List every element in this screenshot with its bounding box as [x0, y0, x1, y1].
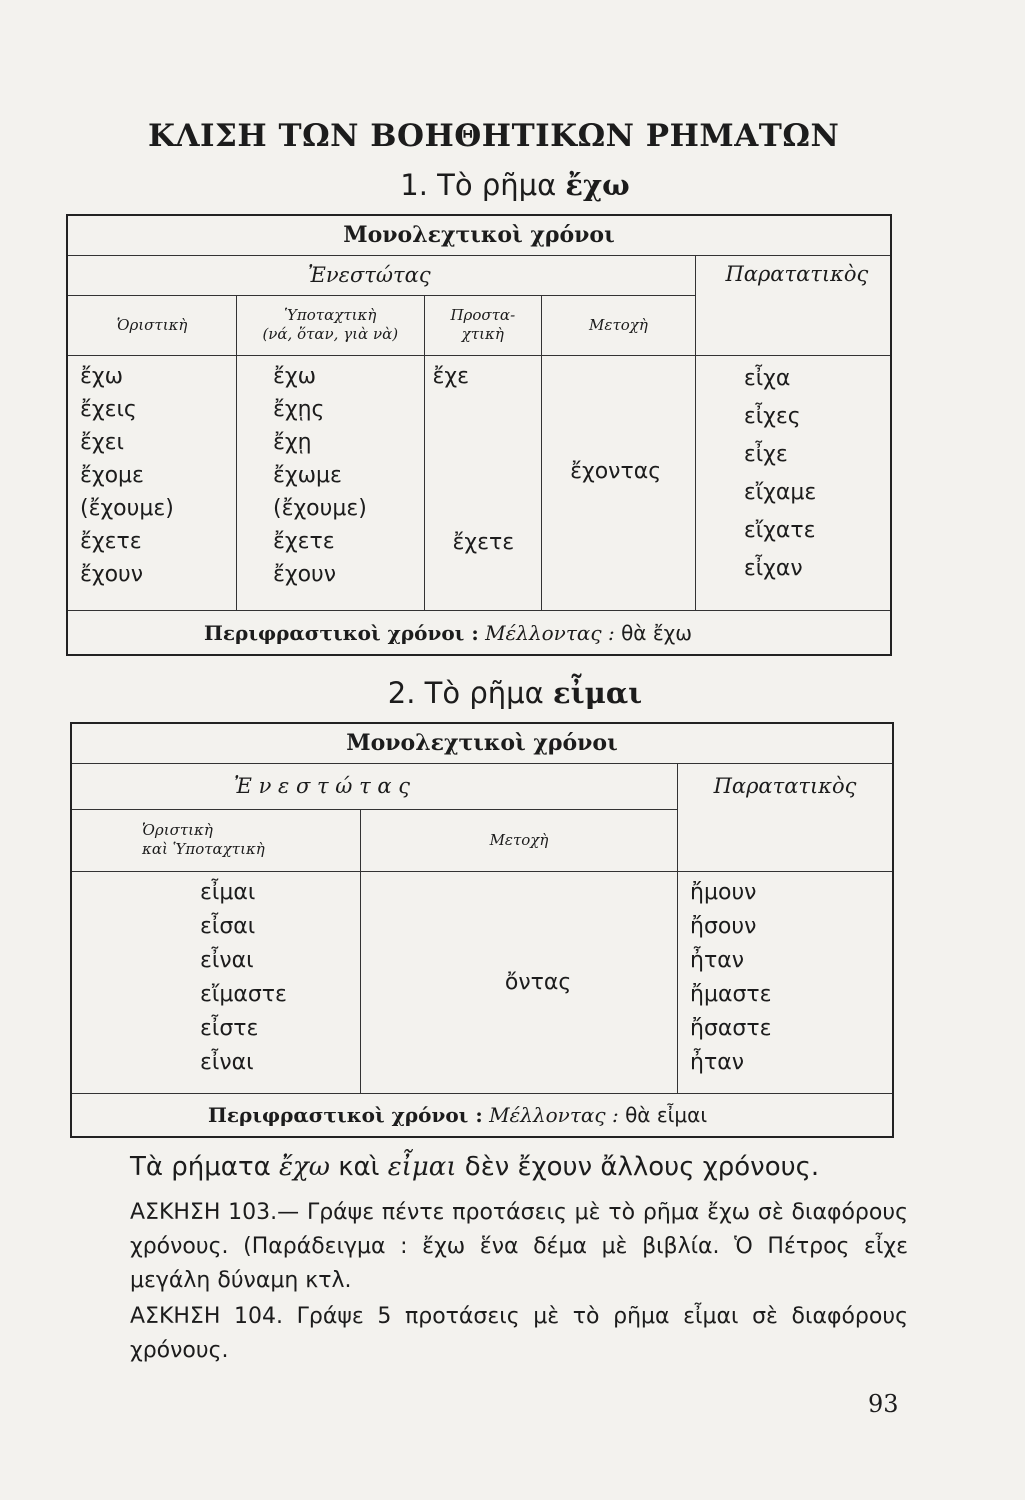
form: εἶχες [743, 404, 801, 430]
form: ἤσουν [690, 913, 757, 939]
header-imperfect: Παρατατικὸς [695, 255, 891, 355]
col-subjunctive [236, 295, 424, 355]
note-no-other-tenses [130, 1150, 970, 1184]
imperative-forms [424, 356, 542, 611]
form: ἔχῃ [272, 430, 312, 456]
section-heading-prefix: 2. Τὸ ρῆμα [387, 676, 544, 710]
future-form: θὰ εἶμαι [625, 1102, 708, 1127]
form: εἶναι [200, 1049, 254, 1075]
subjunctive-forms [236, 356, 424, 611]
exercise-104 [68, 1300, 908, 1368]
exercise-103 [68, 1196, 908, 1298]
form: εἶναι [200, 947, 254, 973]
section-heading-prefix: 1. Τὸ ρῆμα [400, 168, 557, 202]
col-indicative: Ὁριστικὴ [67, 295, 236, 355]
imperfect-forms [678, 871, 893, 1093]
form: εἶσαι [200, 913, 256, 939]
future-label: Μέλλοντας : [489, 1102, 619, 1127]
form: ἔχε [432, 364, 470, 390]
section-heading-eimai [280, 676, 750, 710]
form: (ἔχουμε) [272, 496, 367, 522]
form: εἶστε [200, 1015, 259, 1041]
participle-form [360, 871, 677, 1093]
form: ἤσαστε [690, 1015, 772, 1041]
col-imperative-line2: χτικὴ [461, 325, 504, 344]
col-indicative-subjunctive [71, 809, 360, 871]
col-imperative-line1: Προστα- [450, 306, 516, 325]
col-imperative [424, 295, 542, 355]
form: ὄντας [504, 969, 572, 995]
form: εἴχατε [743, 518, 816, 544]
exercise-text: ΑΣΚΗΣΗ 104. Γράψε 5 προτάσεις μὲ τὸ ρῆμα εἶμαι σὲ διαφόρους χρόνους. [130, 1304, 908, 1363]
section-heading-echo [280, 168, 750, 202]
form: ἔχουν [80, 562, 144, 588]
form: ἔχει [80, 430, 124, 456]
future-label: Μέλλοντας : [485, 620, 615, 645]
page-title: ΚΛΙΣΗ ΤΩΝ ΒΟΗΘΗΤΙΚΩΝ ΡΗΜΑΤΩΝ [148, 118, 840, 154]
form: ἔχω [272, 364, 317, 390]
participle-form [542, 356, 696, 611]
form: ἔχωμε [272, 463, 342, 489]
header-imperfect: Παρατατικὸς [678, 763, 893, 871]
page-number: 93 [868, 1390, 899, 1418]
form: ἔχετε [452, 530, 515, 556]
form: ἔχομε [80, 463, 144, 489]
conjugation-table-echo [66, 214, 892, 656]
note-part: καὶ [338, 1152, 380, 1182]
present-forms [71, 871, 360, 1093]
note-verb: ἔχω [279, 1152, 330, 1182]
exercise-text: ΑΣΚΗΣΗ 103.— Γράψε πέντε προτάσεις μὲ τὸ ρῆμα ἔχω σὲ διαφόρους χρόνους. (Παράδειγμα : ἔχω ἕνα δέμα μὲ βιβλία. Ὁ Πέτρος εἶχε μεγάλη δύναμη κτλ. [130, 1200, 908, 1293]
header-present: Ἐνεστώτας [67, 255, 695, 295]
form: εἶχε [743, 442, 788, 468]
col-line2: καὶ Ὑποταχτικὴ [142, 840, 265, 858]
note-part: δὲν ἔχουν ἄλλους χρόνους. [464, 1152, 820, 1182]
form: ἔχεις [80, 397, 137, 423]
form: εἶχα [743, 366, 791, 392]
form: εἶμαι [200, 879, 256, 905]
section-heading-verb: εἶμαι [552, 676, 643, 710]
form: εἶχαν [743, 556, 803, 582]
periphrastic-row [71, 1093, 893, 1137]
form: ἔχουν [272, 562, 337, 588]
note-part: Τὰ ρήματα [130, 1152, 271, 1182]
col-line1: Ὁριστικὴ [142, 821, 213, 839]
col-participle: Μετοχὴ [542, 295, 696, 355]
table-header-single-tenses: Μονολεχτικοὶ χρόνοι [71, 723, 893, 763]
form: ἔχοντας [570, 458, 662, 484]
form: εἴχαμε [743, 480, 817, 506]
form: ἦταν [690, 1049, 745, 1075]
periphrastic-label: Περιφραστικοὶ χρόνοι : [204, 620, 479, 645]
header-present: Ἐ ν ε σ τ ώ τ α ς [71, 763, 678, 809]
form: ἔχῃς [272, 397, 325, 423]
form: εἴμαστε [200, 981, 287, 1007]
form: ἔχετε [80, 529, 142, 555]
form: ἔχω [80, 364, 124, 390]
form: ἤμουν [690, 879, 757, 905]
future-form: θὰ ἔχω [621, 620, 692, 645]
form: ἔχετε [272, 529, 335, 555]
indicative-forms [67, 356, 236, 611]
col-subjunctive-line2: (νά, ὅταν, γιὰ νὰ) [262, 325, 399, 344]
section-heading-verb: ἔχω [565, 168, 630, 202]
form: (ἔχουμε) [80, 496, 174, 522]
table-header-single-tenses: Μονολεχτικοὶ χρόνοι [67, 215, 891, 255]
periphrastic-row [67, 611, 891, 655]
conjugation-table-eimai [70, 722, 894, 1138]
col-participle: Μετοχὴ [360, 809, 677, 871]
note-verb: εἶμαι [387, 1152, 457, 1182]
form: ἤμαστε [690, 981, 772, 1007]
form: ἦταν [690, 947, 745, 973]
col-subjunctive-line1: Ὑποταχτικὴ [284, 306, 377, 325]
periphrastic-label: Περιφραστικοὶ χρόνοι : [208, 1102, 483, 1127]
imperfect-forms [695, 356, 891, 611]
